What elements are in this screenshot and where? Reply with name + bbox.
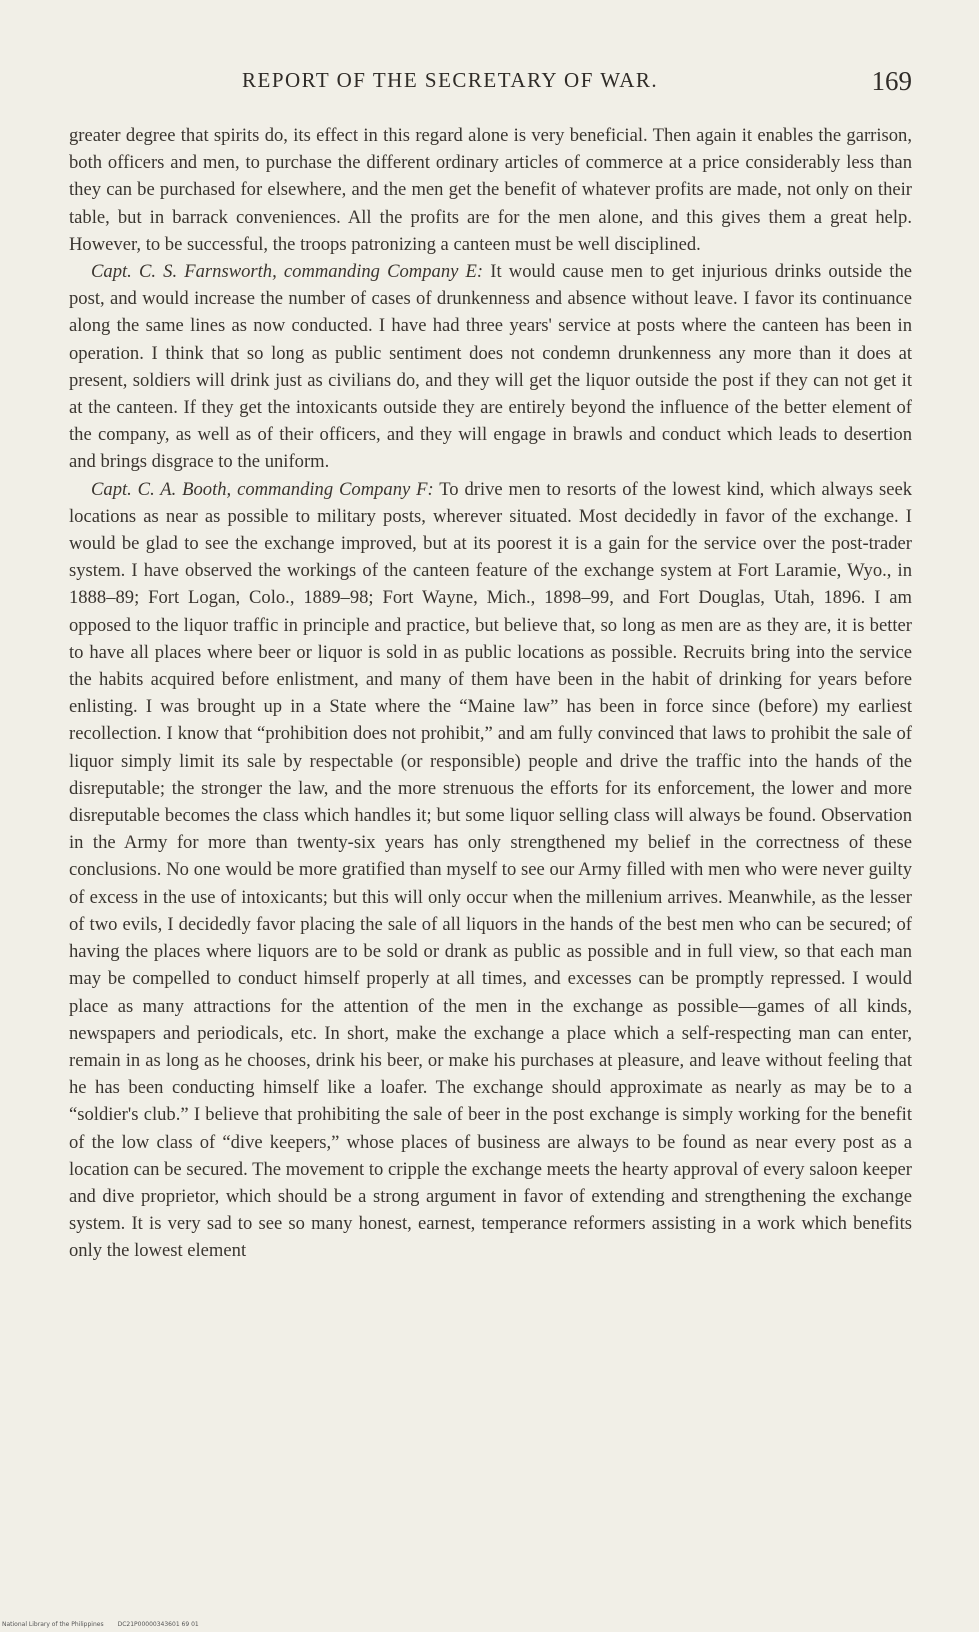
body-text <box>69 122 912 1265</box>
paragraph-text: greater degree that spirits do, its effect in this regard alone is very beneficial. Then again it enables the garrison, both officers and men, to purchase the different ordinary articles of commerce at a price considerably less than they can be purchased for elsewhere, and the men get the benefit of whatever profits are made, not only on their table, but in barrack conveniences. All the profits are for the men alone, and this gives them a great help. However, to be successful, the troops patronizing a canteen must be well disciplined. <box>69 125 912 255</box>
speaker-label: Capt. C. S. Farnsworth, commanding Company E: <box>91 261 484 283</box>
scan-identifier: DC21P00000343601 69 01 <box>117 1621 199 1628</box>
speaker-label: Capt. C. A. Booth, commanding Company F: <box>91 478 434 500</box>
page-number: 169 <box>871 66 912 96</box>
paragraph-farnsworth <box>69 258 912 476</box>
paragraph-continuation <box>69 122 912 258</box>
paragraph-text: To drive men to resorts of the lowest kind, which always seek locations as near as possible to military posts, wherever situated. Most decidedly in favor of the exchange. I would be glad to see the exchange improved, but at its poorest it is a gain for the service over the post-trader system. I have observed the workings of the canteen feature of the exchange system at Fort Laramie, Wyo., in 1888–89; Fort Logan, Colo., 1889–98; Fort Wayne, Mich., 1898–99, and Fort Douglas, Utah, 1896. I am opposed to the liquor traffic in principle and practice, but believe that, so long as men are as they are, it is better to have all places where beer or liquor is sold in as public locations as possible. Recruits bring into the service the habits acquired before enlistment, and many of them have been in the habit of drinking for years before enlisting. I was brought up in a State where the “Maine law” has been in force since (before) my earliest recollection. I know that “prohibition does not prohibit,” and am fully convinced that laws to prohibit the sale of liquor simply limit its sale by respectable (or responsible) people and drive the traffic into the hands of the disreputable; the stronger the law, and the more strenuous the efforts for its enforcement, the lower and more disreputable becomes the class which handles it; but some liquor selling class will always be found. Observation in the Army for more than twenty-six years has only strengthened my belief in the correctness of these conclusions. No one would be more gratified than myself to see our Army filled with men who were never guilty of excess in the use of intoxicants; but this will only occur when the millenium arrives. Meanwhile, as the lesser of two evils, I decidedly favor placing the sale of all liquors in the hands of the best men who can be secured; of having the places where liquors are to be sold or drank as public as possible and in full view, so that each man may be compelled to conduct himself properly at all times, and excesses can be promptly repressed. I would place as many attractions for the attention of the men in the exchange as possible—games of all kinds, newspapers and periodicals, etc. In short, make the exchange a place which a self-respecting man can enter, remain in as long as he chooses, drink his beer, or make his purchases at pleasure, and leave without feeling that he has been conducting himself like a loafer. The exchange should approximate as nearly as may be to a “soldier's club.” I believe that prohibiting the sale of beer in the post exchange is simply working for the benefit of the low class of “dive keepers,” whose places of business are always to be found as near every post as a location can be secured. The movement to cripple the exchange meets the hearty approval of every saloon keeper and dive proprietor, which should be a strong argument in favor of extending and strengthening the exchange system. It is very sad to see so many honest, earnest, temperance reformers assisting in a work which benefits only the lowest element <box>69 478 912 1262</box>
library-name: National Library of the Philippines <box>2 1621 104 1628</box>
paragraph-text: It would cause men to get injurious drinks outside the post, and would increase the number of cases of drunkenness and absence without leave. I favor its continuance along the same lines as now conducted. I have had three years' service at posts where the canteen has been in operation. I think that so long as public sentiment does not condemn drunkenness any more than it does at present, soldiers will drink just as civilians do, and they will get the liquor outside the post if they can not get it at the canteen. If they get the intoxicants outside they are entirely beyond the influence of the better element of the company, as well as of their officers, and they will engage in brawls and conduct which leads to desertion and brings disgrace to the uniform. <box>69 261 912 473</box>
running-title: REPORT OF THE SECRETARY OF WAR. <box>242 68 659 92</box>
scan-footer <box>2 1621 199 1628</box>
paragraph-booth <box>69 476 912 1265</box>
page-header <box>72 66 912 102</box>
